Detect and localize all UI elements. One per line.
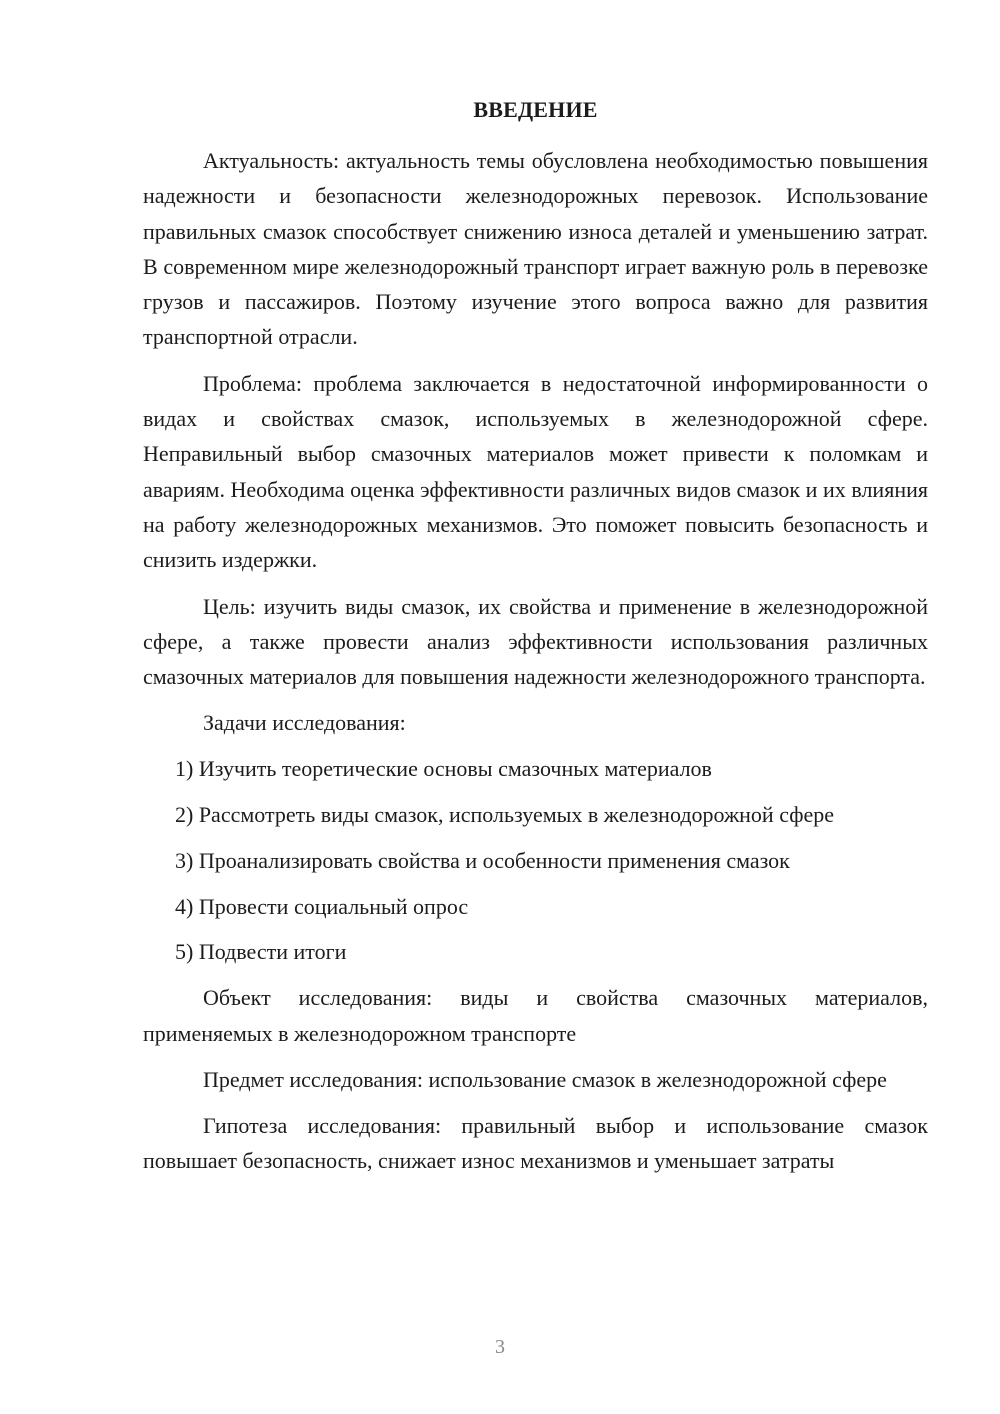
task-item: 5) Подвести итоги [175, 939, 347, 965]
paragraph-hypothesis: Гипотеза исследования: правильный выбор и использование смазок повышает безопасность, снижает износ механизмов и уменьшает затраты [143, 1113, 928, 1174]
paragraph-goal: Цель: изучить виды смазок, их свойства и применение в железнодорожной сфере, а также провести анализ эффективности использования различных смазочных материалов для повышения надежности железнодорожного транспорта. [143, 593, 928, 690]
task-item: 1) Изучить теоретические основы смазочных материалов [175, 756, 712, 782]
paragraph-object: Объект исследования: виды и свойства смазочных материалов, применяемых в железнодорожном транспорте [143, 985, 928, 1046]
task-item: 4) Провести социальный опрос [175, 893, 469, 919]
tasks-heading: Задачи исследования: [203, 710, 406, 736]
task-item: 3) Проанализировать свойства и особенности применения смазок [175, 847, 790, 873]
paragraph-relevance: Актуальность: актуальность темы обусловлена необходимостью повышения надежности и безопасности железнодорожных перевозок. Использование правильных смазок способствует снижению износа деталей и уменьшению затрат. В современном мире железнодорожный транспорт играет важную роль в перевозке грузов и пассажиров. Поэтому изучение этого вопроса важно для развития транспортной отрасли. [143, 148, 928, 350]
task-item: 2) Рассмотреть виды смазок, используемых в железнодорожной сфере [175, 802, 835, 828]
document-title: ВВЕДЕНИЕ [473, 97, 598, 122]
paragraph-problem: Проблема: проблема заключается в недостаточной информированности о видах и свойствах смазок, используемых в железнодорожной сфере. Неправильный выбор смазочных материалов может привести к поломкам и авариям. Необходима оценка эффективности различных видов смазок и их влияния на работу железнодорожных механизмов. Это поможет повысить безопасность и снизить издержки. [143, 370, 928, 573]
paragraph-subject: Предмет исследования: использование смазок в железнодорожной сфере [203, 1066, 887, 1092]
document-page [143, 94, 928, 1190]
page-number: 3 [495, 1336, 505, 1358]
